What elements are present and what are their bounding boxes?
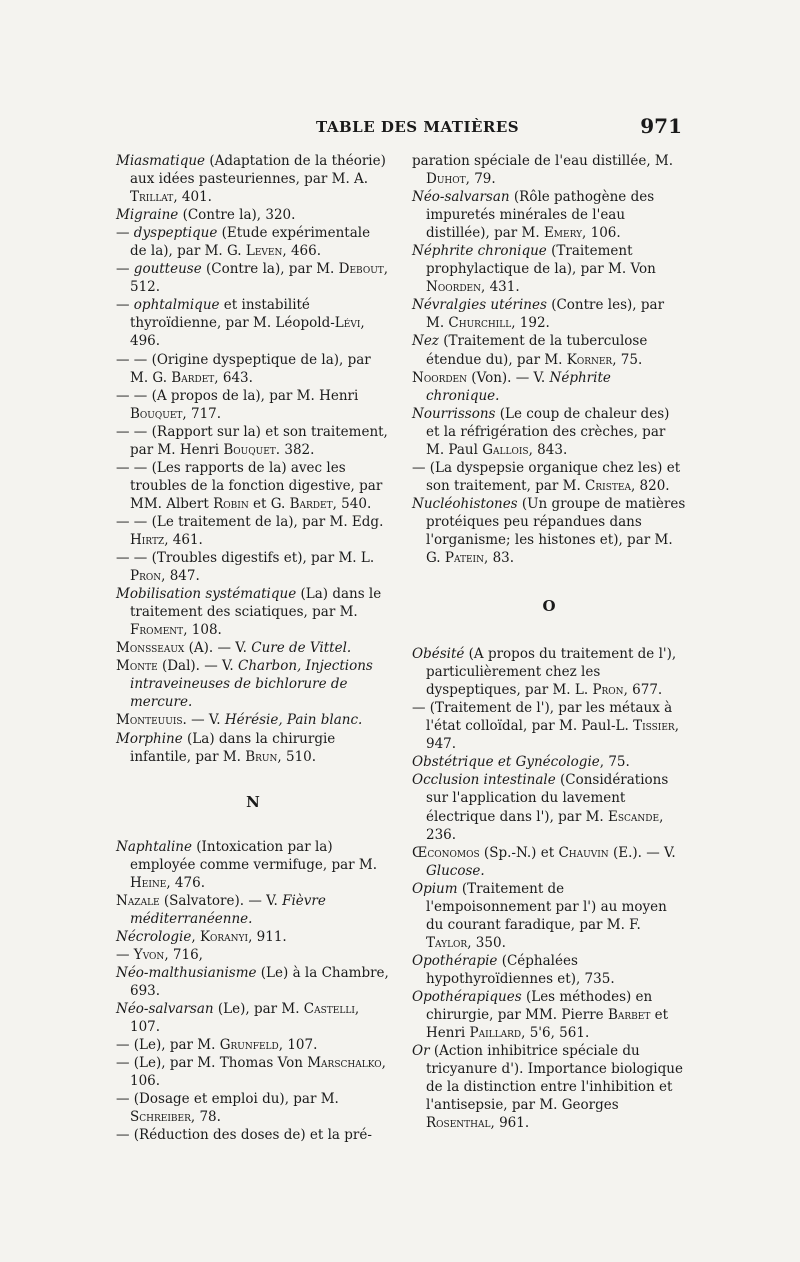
index-entry — [116, 549, 390, 585]
entry-text: et Henri — [426, 1007, 669, 1042]
author-name: Grunfeld — [219, 1037, 279, 1054]
index-entry — [412, 952, 686, 988]
entry-text: (A propos du traitement de l'), particulièrement chez les dyspeptiques, par M. L. — [426, 646, 677, 699]
index-entry — [116, 351, 390, 387]
entry-text: (Le coup de chaleur des) et la réfrigération des crèches, par M. Paul — [426, 405, 670, 458]
index-entry — [116, 224, 390, 260]
entry-term: Migraine — [116, 207, 179, 224]
index-entry — [116, 1090, 390, 1126]
entry-text: — (Traitement de l'), par les métaux à l'état colloïdal, par M. Paul-L. — [412, 700, 673, 735]
entry-text: , 843. — [528, 441, 568, 458]
running-title: TABLE DES MATIÈRES — [316, 118, 520, 136]
index-entry — [116, 152, 390, 206]
index-entry — [412, 880, 686, 952]
entry-text: (La) dans la chirurgie infantile, par M. — [130, 730, 336, 765]
entry-text: — (Le), par M. Thomas Von — [116, 1055, 308, 1072]
right-column — [412, 152, 686, 1132]
author-name: Marschalko — [307, 1055, 382, 1072]
entry-text: (Céphalées hypothyroïdiennes et), 735. — [426, 952, 615, 987]
entry-text: — — (A propos de la), par M. Henri — [116, 387, 359, 404]
entry-text: , 106. — [582, 225, 621, 242]
entry-term: Naphtaline — [116, 838, 192, 855]
author-name: Bardet — [289, 495, 333, 512]
entry-text: , 677. — [623, 682, 663, 699]
entry-text: . — V. — [182, 712, 225, 729]
entry-text: , 79. — [465, 171, 496, 188]
entry-term: Opothérapiques — [412, 988, 522, 1005]
author-name: Chauvin — [558, 844, 609, 861]
author-name: Debout — [338, 261, 384, 278]
entry-text: , — [191, 928, 200, 945]
index-entry — [412, 242, 686, 296]
index-entry — [412, 332, 686, 368]
author-name: Koranyi — [199, 928, 249, 945]
entry-term: Nécrologie — [116, 928, 192, 945]
entry-text: , 107. — [130, 1001, 360, 1036]
entry-text: , 510. — [277, 748, 317, 765]
author-name: Cristea — [585, 477, 631, 494]
entry-text: , 107. — [278, 1037, 318, 1054]
author-name: Yvon — [133, 946, 165, 963]
entry-text: , 496. — [130, 315, 365, 350]
author-name: Duhot — [426, 171, 466, 188]
entry-text: (Von). — V. — [467, 369, 550, 386]
entry-text: , 466. — [282, 243, 322, 260]
index-entry — [412, 296, 686, 332]
entry-text: (Contre la), 320. — [178, 207, 296, 224]
entry-text: — (Le), par M. — [116, 1037, 220, 1054]
author-name: Paillard — [469, 1025, 522, 1042]
author-name: Trillat — [130, 189, 174, 206]
entry-term: Occlusion intestinale — [412, 772, 556, 789]
entry-term: Morphine — [116, 730, 183, 747]
index-entry — [116, 928, 390, 946]
entry-text: , 75. — [599, 754, 630, 771]
entry-text: — — (Le traitement de la), par M. Edg. — [116, 513, 384, 530]
entry-term: Névralgies utérines — [412, 297, 547, 314]
index-entry — [412, 1042, 686, 1132]
author-name: Œconomos — [412, 844, 480, 861]
entry-term: Néo-salvarsan — [116, 1001, 214, 1018]
entry-text: (Le), par M. — [213, 1001, 304, 1018]
author-name: Leven — [245, 243, 283, 260]
entry-text: (Traitement de l'empoisonnement par l') au moyen du courant faradique, par M. F. — [426, 880, 667, 933]
author-name: Monteuuis — [116, 712, 183, 729]
entry-term: ophtalmique — [133, 297, 220, 314]
index-entry — [116, 1054, 390, 1090]
index-entry — [116, 657, 390, 711]
author-name: Froment — [130, 622, 184, 639]
entry-term: Mobilisation systématique — [116, 586, 297, 603]
index-entry — [116, 1036, 390, 1054]
entry-text: — — (Troubles digestifs et), par M. L. — [116, 550, 375, 567]
author-name: Korner — [566, 351, 613, 368]
entry-term: goutteuse — [133, 261, 202, 278]
entry-text: (E.). — V. — [608, 844, 676, 861]
author-name: Escande — [608, 808, 660, 825]
author-name: Brun — [245, 748, 278, 765]
entry-text: (Intoxication par la) employée comme vermifuge, par M. — [130, 838, 377, 873]
entry-text: — (Réduction des doses de) et la pré- — [116, 1127, 372, 1144]
section-letter: N — [246, 792, 260, 811]
author-name: Heine — [130, 874, 167, 891]
entry-text: et instabilité thyroïdienne, par M. Léopold- — [130, 297, 335, 332]
index-entry — [116, 585, 390, 639]
entry-term: Néphrite chronique. — [426, 369, 611, 404]
entry-text: , 716, — [164, 946, 203, 963]
index-entry — [116, 946, 390, 964]
entry-text: . 382. — [275, 441, 315, 458]
index-entry — [412, 771, 686, 843]
entry-text: , 236. — [426, 808, 664, 843]
entry-text: (Salvatore). — V. — [159, 892, 283, 909]
index-entry — [116, 260, 390, 296]
author-name: Monte — [116, 658, 158, 675]
entry-term: Obstétrique et Gynécologie — [412, 754, 600, 771]
author-name: Monsseaux — [116, 640, 185, 657]
entry-text: — — (Rapport sur la) et son traitement, par M. Henri — [116, 423, 388, 458]
index-entry — [116, 1126, 390, 1144]
entry-term: Charbon, Injections intraveineuses de bichlorure de mercure. — [130, 658, 373, 711]
author-name: Emery — [543, 225, 583, 242]
entry-text: (Dal). — V. — [157, 658, 239, 675]
author-name: Noorden — [412, 369, 468, 386]
author-name: Taylor — [426, 934, 468, 951]
author-name: Schreiber — [130, 1109, 191, 1126]
entry-text: , 75. — [612, 351, 643, 368]
author-name: Lévi — [334, 315, 361, 332]
entry-text: , 540. — [332, 495, 372, 512]
entry-term: Opium — [412, 880, 458, 897]
entry-text: , 350. — [467, 934, 506, 951]
author-name: Gallois — [482, 441, 529, 458]
author-name: Pron — [130, 568, 162, 585]
entry-text: (Contre la), par M. — [201, 261, 339, 278]
index-entry — [412, 188, 686, 242]
entry-text: — — [116, 946, 134, 963]
entry-text: , 911. — [248, 928, 287, 945]
entry-text: , 401. — [173, 189, 212, 206]
entry-term: Opothérapie — [412, 952, 498, 969]
index-entry — [116, 206, 390, 224]
entry-text: (Un groupe de matières protéiques peu répandues dans l'organisme; les histones et), par M. G. — [426, 495, 686, 567]
entry-text: — (Dosage et emploi du), par M. — [116, 1091, 339, 1108]
author-name: Bardet — [171, 369, 215, 386]
index-entry — [116, 730, 390, 766]
entry-text: (Action inhibitrice spéciale du tricyanure d'). Importance biologique de la distinction entre l'inhibition et l'antisepsie, par M. Georges — [426, 1043, 683, 1114]
entry-term: dyspeptique — [133, 225, 218, 242]
index-entry — [116, 639, 390, 657]
index-entry — [116, 423, 390, 459]
author-name: Churchill — [448, 315, 512, 332]
entry-text: — — [116, 225, 134, 242]
author-name: Bouquet — [223, 441, 276, 458]
entry-text: , 431. — [481, 279, 520, 296]
index-entry — [116, 892, 390, 928]
entry-text: (Adaptation de la théorie) aux idées pasteuriennes, par M. A. — [130, 153, 386, 188]
index-entry — [116, 711, 390, 729]
entry-text: , 476. — [166, 874, 205, 891]
entry-term: Miasmatique — [116, 153, 206, 169]
section-letter: O — [542, 597, 556, 616]
index-entry — [412, 844, 686, 880]
entry-text: (A). — V. — [184, 640, 252, 657]
author-name: Tissier — [633, 718, 675, 735]
entry-term: Néo-salvarsan — [412, 189, 510, 206]
author-name: Patein — [444, 550, 484, 567]
entry-term: Cure de Vittel. — [251, 640, 352, 657]
index-entry — [116, 1000, 390, 1036]
author-name: Noorden — [426, 279, 482, 296]
entry-term: Nucléohistones — [412, 495, 518, 512]
entry-term: Glucose. — [426, 862, 485, 879]
entry-text: , 961. — [490, 1115, 530, 1132]
index-entry — [116, 387, 390, 423]
entry-text: (Contre les), par M. — [426, 297, 665, 332]
index-entry — [412, 405, 686, 459]
entry-text: (Sp.-N.) et — [479, 844, 559, 861]
entry-text: et G. — [248, 495, 290, 512]
author-name: Barbet — [607, 1007, 651, 1024]
entry-term: Nourrissons — [412, 405, 496, 422]
index-entry — [412, 753, 686, 771]
index-entry — [116, 838, 390, 892]
entry-text: paration spéciale de l'eau distillée, M. — [412, 153, 674, 169]
entry-text: — — [116, 297, 134, 314]
index-entry — [412, 369, 686, 405]
entry-term: Obésité — [412, 646, 465, 663]
entry-text: (Les méthodes) en chirurgie, par MM. Pierre — [426, 988, 653, 1024]
index-entry — [412, 495, 686, 567]
entry-term: Néphrite chronique — [412, 243, 547, 260]
entry-text: (Etude expérimentale de la), par M. G. — [130, 225, 371, 260]
index-entry — [116, 459, 390, 513]
index-entry — [412, 699, 686, 753]
index-entry — [116, 964, 390, 1000]
entry-text: , 78. — [190, 1109, 221, 1126]
entry-text: (Rôle pathogène des impuretés minérales de l'eau distillée), par M. — [426, 189, 655, 242]
entry-text: — — (Origine dyspeptique de la), par M. G. — [116, 351, 371, 386]
left-column — [116, 152, 390, 1144]
entry-text: , 106. — [130, 1055, 386, 1090]
entry-text: , 847. — [161, 568, 200, 585]
entry-text: — — (Les rapports de la) avec les troubles de la fonction digestive, par MM. Albert — [116, 459, 383, 512]
author-name: Robin — [213, 495, 249, 512]
entry-text: — (La dyspepsie organique chez les) et son traitement, par M. — [412, 459, 681, 494]
entry-term: Nez — [412, 333, 439, 350]
entry-text: (Traitement de la tuberculose étendue du), par M. — [426, 333, 648, 368]
index-entry — [116, 296, 390, 350]
author-name: Nazale — [116, 892, 160, 909]
entry-text: — — [116, 261, 134, 278]
author-name: Bouquet — [130, 405, 183, 422]
index-entry — [412, 645, 686, 699]
page-header — [116, 114, 682, 142]
entry-text: (Traitement prophylactique de la), par M. Von — [426, 243, 656, 278]
entry-text: , 192. — [511, 315, 550, 332]
entry-text: (Le) à la Chambre, 693. — [130, 964, 389, 999]
author-name: Rosenthal — [426, 1115, 491, 1132]
entry-term: Néo-malthusianisme — [116, 964, 257, 981]
entry-text: , 83. — [483, 550, 515, 567]
index-entry — [412, 459, 686, 495]
entry-text: , 512. — [130, 261, 389, 296]
author-name: Castelli — [303, 1001, 355, 1018]
author-name: Pron — [592, 682, 624, 699]
entry-text: , 643. — [214, 369, 253, 386]
entry-text: , 461. — [164, 531, 203, 548]
author-name: Hirtz — [130, 531, 165, 548]
index-entry — [412, 152, 686, 188]
entry-text: , 717. — [182, 405, 222, 422]
entry-term: Hérésie, Pain blanc. — [224, 712, 363, 729]
entry-text: (La) dans le traitement des sciatiques, par M. — [130, 586, 382, 621]
index-entry — [116, 513, 390, 549]
entry-term: Fièvre méditerranéenne. — [130, 892, 326, 927]
entry-text: , 820. — [630, 477, 670, 494]
page-number: 971 — [640, 114, 682, 138]
index-entry — [412, 988, 686, 1042]
entry-text: , 947. — [426, 718, 679, 753]
entry-text: , 5'6, 561. — [521, 1025, 590, 1042]
entry-term: Or — [412, 1043, 430, 1060]
entry-text: , 108. — [183, 622, 222, 639]
entry-text: (Considérations sur l'application du lavement électrique dans l'), par M. — [426, 772, 669, 825]
